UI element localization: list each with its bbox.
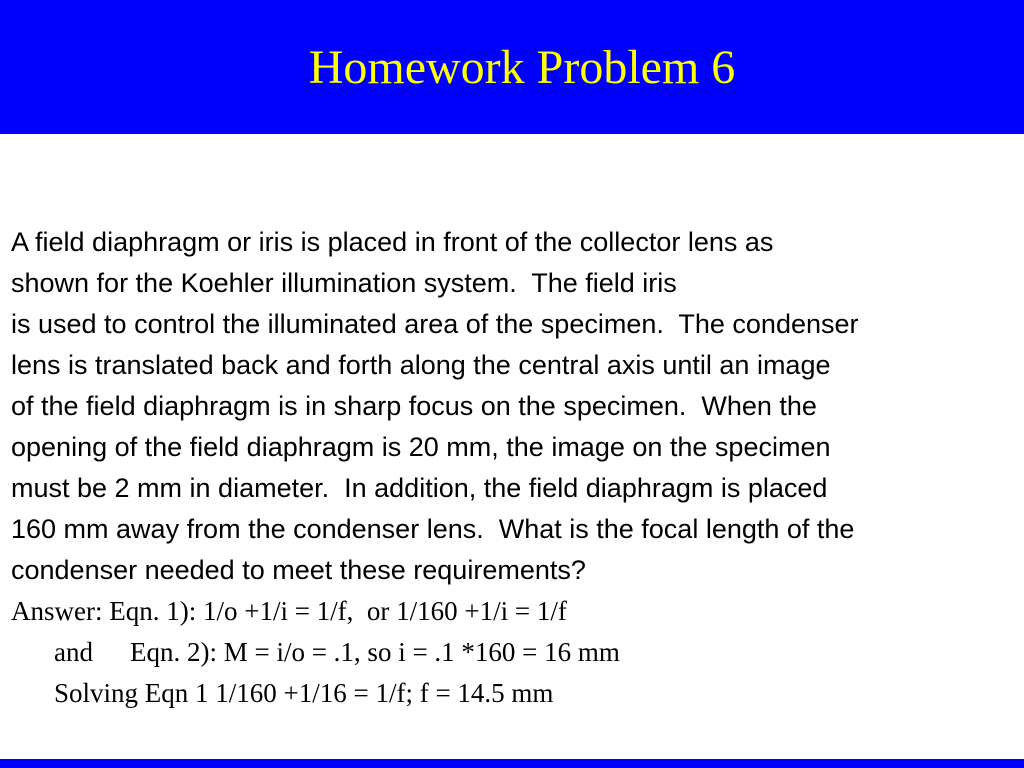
title-bar bbox=[0, 0, 1024, 134]
problem-statement bbox=[11, 222, 1024, 591]
answer-and-word: and bbox=[54, 637, 93, 667]
slide-title: Homework Problem 6 bbox=[308, 41, 736, 94]
bottom-bar bbox=[0, 759, 1024, 768]
problem-line: opening of the field diaphragm is 20 mm, the image on the specimen bbox=[11, 432, 831, 462]
answer-line-3: Solving Eqn 1 1/160 +1/16 = 1/f; f = 14.5 mm bbox=[54, 678, 554, 708]
problem-line: lens is translated back and forth along the central axis until an image bbox=[11, 350, 831, 380]
problem-line: of the field diaphragm is in sharp focus on the specimen. When the bbox=[11, 391, 817, 421]
problem-line: shown for the Koehler illumination system. The field iris bbox=[11, 268, 677, 298]
problem-line: A field diaphragm or iris is placed in front of the collector lens as bbox=[11, 227, 774, 257]
problem-line: 160 mm away from the condenser lens. What is the focal length of the bbox=[11, 514, 855, 544]
answer-equation-2: Eqn. 2): M = i/o = .1, so i = .1 *160 = 16 mm bbox=[129, 637, 620, 667]
answer-line-2 bbox=[11, 632, 1011, 673]
problem-line: condenser needed to meet these requirements? bbox=[11, 555, 586, 585]
problem-line: is used to control the illuminated area of the specimen. The condenser bbox=[11, 309, 859, 339]
answer-line-1: Answer: Eqn. 1): 1/o +1/i = 1/f, or 1/160 +1/i = 1/f bbox=[11, 596, 567, 626]
answer-block bbox=[11, 591, 1011, 714]
problem-line: must be 2 mm in diameter. In addition, the field diaphragm is placed bbox=[11, 473, 828, 503]
